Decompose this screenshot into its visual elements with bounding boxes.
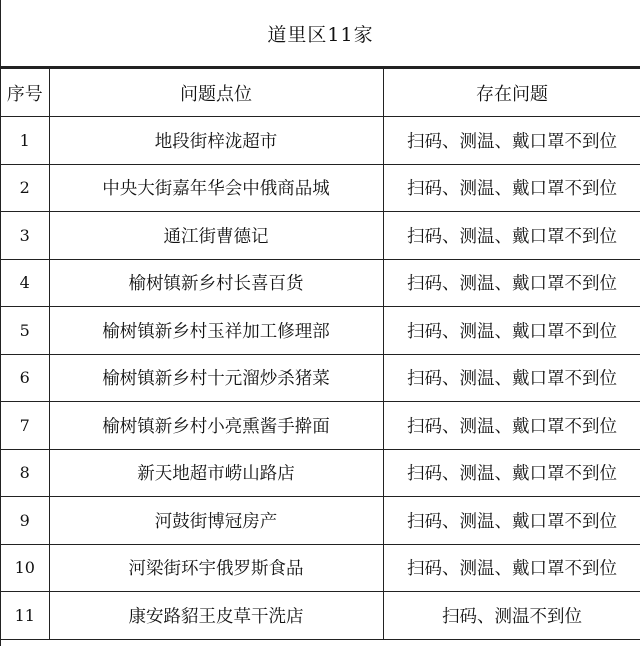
row-number: 6: [1, 354, 49, 402]
row-issue: 扫码、测温、戴口罩不到位: [383, 402, 640, 450]
row-number: 2: [1, 164, 49, 212]
row-location: 河梁街环宇俄罗斯食品: [49, 544, 383, 592]
row-number: 10: [1, 544, 49, 592]
table-row: [1, 117, 640, 165]
row-location: 中央大街嘉年华会中俄商品城: [49, 164, 383, 212]
table-row: [1, 544, 640, 592]
column-header-location: 问题点位: [49, 69, 383, 117]
row-issue: 扫码、测温、戴口罩不到位: [383, 117, 640, 165]
row-location: 榆树镇新乡村十元溜炒杀猪菜: [49, 354, 383, 402]
row-number: 7: [1, 402, 49, 450]
table-row: [1, 449, 640, 497]
row-location: 榆树镇新乡村长喜百货: [49, 259, 383, 307]
row-issue: 扫码、测温、戴口罩不到位: [383, 354, 640, 402]
row-issue: 扫码、测温、戴口罩不到位: [383, 164, 640, 212]
column-header-number: 序号: [1, 69, 49, 117]
row-location: 通江街曹德记: [49, 212, 383, 260]
column-header-issue: 存在问题: [383, 69, 640, 117]
row-number: 5: [1, 307, 49, 355]
row-location: 榆树镇新乡村小亮熏酱手擀面: [49, 402, 383, 450]
row-number: 11: [1, 592, 49, 640]
row-number: 4: [1, 259, 49, 307]
row-location: 榆树镇新乡村玉祥加工修理部: [49, 307, 383, 355]
row-issue: 扫码、测温、戴口罩不到位: [383, 212, 640, 260]
row-issue: 扫码、测温、戴口罩不到位: [383, 497, 640, 545]
table-row: [1, 307, 640, 355]
row-number: 9: [1, 497, 49, 545]
header-row: [1, 69, 640, 117]
table-row: [1, 259, 640, 307]
table-row: [1, 212, 640, 260]
row-location: 康安路貂王皮草干洗店: [49, 592, 383, 640]
row-location: 河鼓街博冠房产: [49, 497, 383, 545]
row-number: 3: [1, 212, 49, 260]
table-row: [1, 164, 640, 212]
row-issue: 扫码、测温、戴口罩不到位: [383, 307, 640, 355]
table-row: [1, 592, 640, 640]
table-row: [1, 354, 640, 402]
table-row: [1, 402, 640, 450]
row-issue: 扫码、测温、戴口罩不到位: [383, 449, 640, 497]
row-number: 1: [1, 117, 49, 165]
row-location: 地段街梓泷超市: [49, 117, 383, 165]
row-issue: 扫码、测温、戴口罩不到位: [383, 259, 640, 307]
row-issue: 扫码、测温不到位: [383, 592, 640, 640]
table-title: 道里区11家: [1, 0, 640, 68]
row-number: 8: [1, 449, 49, 497]
row-issue: 扫码、测温、戴口罩不到位: [383, 544, 640, 592]
table-row: [1, 497, 640, 545]
row-location: 新天地超市崂山路店: [49, 449, 383, 497]
issues-table: [1, 68, 640, 640]
